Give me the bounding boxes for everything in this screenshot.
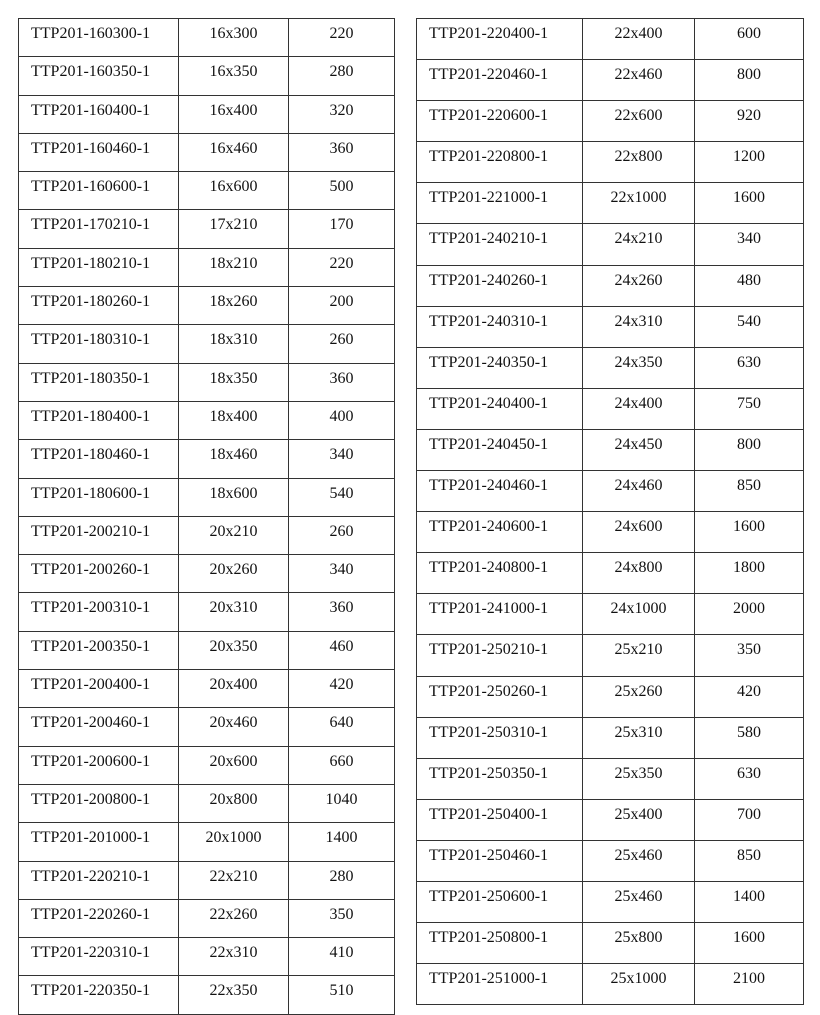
size-cell: 17x210 xyxy=(179,210,289,248)
size-cell: 20x800 xyxy=(179,784,289,822)
table-row xyxy=(417,347,804,388)
value-cell: 340 xyxy=(289,555,395,593)
table-row xyxy=(19,325,395,363)
value-cell: 920 xyxy=(695,101,804,142)
part-code-cell: TTP201-221000-1 xyxy=(417,183,583,224)
value-cell: 580 xyxy=(695,717,804,758)
spec-table-left xyxy=(18,18,395,1015)
value-cell: 500 xyxy=(289,172,395,210)
size-cell: 25x260 xyxy=(583,676,695,717)
table-row xyxy=(19,938,395,976)
part-code-cell: TTP201-180260-1 xyxy=(19,287,179,325)
value-cell: 200 xyxy=(289,287,395,325)
value-cell: 350 xyxy=(695,635,804,676)
part-code-cell: TTP201-250210-1 xyxy=(417,635,583,676)
part-code-cell: TTP201-250800-1 xyxy=(417,923,583,964)
table-row xyxy=(19,287,395,325)
size-cell: 24x210 xyxy=(583,224,695,265)
table-row xyxy=(19,861,395,899)
value-cell: 1800 xyxy=(695,553,804,594)
table-row xyxy=(19,516,395,554)
value-cell: 1400 xyxy=(695,881,804,922)
value-cell: 170 xyxy=(289,210,395,248)
table-row xyxy=(417,553,804,594)
part-code-cell: TTP201-250350-1 xyxy=(417,758,583,799)
part-code-cell: TTP201-250310-1 xyxy=(417,717,583,758)
part-code-cell: TTP201-160350-1 xyxy=(19,57,179,95)
table-row xyxy=(19,555,395,593)
size-cell: 22x310 xyxy=(179,938,289,976)
table-row xyxy=(19,248,395,286)
table-row xyxy=(19,19,395,57)
value-cell: 320 xyxy=(289,95,395,133)
part-code-cell: TTP201-250600-1 xyxy=(417,881,583,922)
size-cell: 18x350 xyxy=(179,363,289,401)
size-cell: 25x800 xyxy=(583,923,695,964)
value-cell: 410 xyxy=(289,938,395,976)
table-row xyxy=(417,512,804,553)
part-code-cell: TTP201-200260-1 xyxy=(19,555,179,593)
value-cell: 1200 xyxy=(695,142,804,183)
size-cell: 16x600 xyxy=(179,172,289,210)
table-row xyxy=(417,594,804,635)
size-cell: 22x800 xyxy=(583,142,695,183)
table-row xyxy=(417,429,804,470)
table-row xyxy=(19,363,395,401)
value-cell: 280 xyxy=(289,57,395,95)
table-row xyxy=(19,57,395,95)
size-cell: 20x460 xyxy=(179,708,289,746)
size-cell: 25x460 xyxy=(583,840,695,881)
size-cell: 18x310 xyxy=(179,325,289,363)
table-row xyxy=(417,19,804,60)
value-cell: 630 xyxy=(695,347,804,388)
size-cell: 24x310 xyxy=(583,306,695,347)
part-code-cell: TTP201-201000-1 xyxy=(19,823,179,861)
table-row xyxy=(417,101,804,142)
table-row xyxy=(417,881,804,922)
value-cell: 460 xyxy=(289,631,395,669)
value-cell: 280 xyxy=(289,861,395,899)
size-cell: 24x1000 xyxy=(583,594,695,635)
part-code-cell: TTP201-240210-1 xyxy=(417,224,583,265)
size-cell: 25x460 xyxy=(583,881,695,922)
spec-table-right xyxy=(416,18,804,1005)
part-code-cell: TTP201-240460-1 xyxy=(417,471,583,512)
table-row xyxy=(19,133,395,171)
table-row xyxy=(417,676,804,717)
size-cell: 18x400 xyxy=(179,401,289,439)
value-cell: 360 xyxy=(289,593,395,631)
part-code-cell: TTP201-240260-1 xyxy=(417,265,583,306)
size-cell: 18x210 xyxy=(179,248,289,286)
table-row xyxy=(417,60,804,101)
table-row xyxy=(417,758,804,799)
size-cell: 24x450 xyxy=(583,429,695,470)
part-code-cell: TTP201-220800-1 xyxy=(417,142,583,183)
size-cell: 22x400 xyxy=(583,19,695,60)
size-cell: 24x460 xyxy=(583,471,695,512)
part-code-cell: TTP201-170210-1 xyxy=(19,210,179,248)
size-cell: 18x600 xyxy=(179,478,289,516)
part-code-cell: TTP201-220210-1 xyxy=(19,861,179,899)
value-cell: 660 xyxy=(289,746,395,784)
value-cell: 600 xyxy=(695,19,804,60)
value-cell: 1400 xyxy=(289,823,395,861)
part-code-cell: TTP201-220460-1 xyxy=(417,60,583,101)
part-code-cell: TTP201-200600-1 xyxy=(19,746,179,784)
table-row xyxy=(19,210,395,248)
part-code-cell: TTP201-180210-1 xyxy=(19,248,179,286)
table-row xyxy=(417,471,804,512)
part-code-cell: TTP201-240800-1 xyxy=(417,553,583,594)
value-cell: 540 xyxy=(695,306,804,347)
part-code-cell: TTP201-200350-1 xyxy=(19,631,179,669)
size-cell: 20x600 xyxy=(179,746,289,784)
value-cell: 850 xyxy=(695,840,804,881)
table-row xyxy=(417,964,804,1005)
table-row xyxy=(417,923,804,964)
table-row xyxy=(417,306,804,347)
table-row xyxy=(19,670,395,708)
size-cell: 25x310 xyxy=(583,717,695,758)
table-row xyxy=(19,172,395,210)
value-cell: 1600 xyxy=(695,512,804,553)
size-cell: 24x260 xyxy=(583,265,695,306)
size-cell: 24x350 xyxy=(583,347,695,388)
part-code-cell: TTP201-240600-1 xyxy=(417,512,583,553)
value-cell: 700 xyxy=(695,799,804,840)
size-cell: 20x350 xyxy=(179,631,289,669)
value-cell: 400 xyxy=(289,401,395,439)
part-code-cell: TTP201-200460-1 xyxy=(19,708,179,746)
part-code-cell: TTP201-220350-1 xyxy=(19,976,179,1014)
part-code-cell: TTP201-200800-1 xyxy=(19,784,179,822)
table-row xyxy=(19,401,395,439)
value-cell: 260 xyxy=(289,516,395,554)
table-row xyxy=(417,799,804,840)
part-code-cell: TTP201-240350-1 xyxy=(417,347,583,388)
value-cell: 630 xyxy=(695,758,804,799)
size-cell: 22x350 xyxy=(179,976,289,1014)
table-row xyxy=(417,635,804,676)
part-code-cell: TTP201-250460-1 xyxy=(417,840,583,881)
part-code-cell: TTP201-160460-1 xyxy=(19,133,179,171)
size-cell: 24x600 xyxy=(583,512,695,553)
size-cell: 22x260 xyxy=(179,899,289,937)
table-row xyxy=(19,478,395,516)
value-cell: 420 xyxy=(289,670,395,708)
part-code-cell: TTP201-160300-1 xyxy=(19,19,179,57)
value-cell: 2000 xyxy=(695,594,804,635)
table-row xyxy=(19,631,395,669)
size-cell: 16x460 xyxy=(179,133,289,171)
size-cell: 25x400 xyxy=(583,799,695,840)
table-row xyxy=(19,440,395,478)
part-code-cell: TTP201-200310-1 xyxy=(19,593,179,631)
value-cell: 510 xyxy=(289,976,395,1014)
size-cell: 20x310 xyxy=(179,593,289,631)
value-cell: 360 xyxy=(289,363,395,401)
part-code-cell: TTP201-220600-1 xyxy=(417,101,583,142)
part-code-cell: TTP201-200210-1 xyxy=(19,516,179,554)
part-code-cell: TTP201-200400-1 xyxy=(19,670,179,708)
size-cell: 24x400 xyxy=(583,388,695,429)
size-cell: 25x350 xyxy=(583,758,695,799)
value-cell: 220 xyxy=(289,248,395,286)
table-row xyxy=(417,717,804,758)
part-code-cell: TTP201-251000-1 xyxy=(417,964,583,1005)
part-code-cell: TTP201-180460-1 xyxy=(19,440,179,478)
part-code-cell: TTP201-180600-1 xyxy=(19,478,179,516)
table-row xyxy=(19,784,395,822)
value-cell: 800 xyxy=(695,429,804,470)
part-code-cell: TTP201-241000-1 xyxy=(417,594,583,635)
value-cell: 220 xyxy=(289,19,395,57)
value-cell: 480 xyxy=(695,265,804,306)
part-code-cell: TTP201-220260-1 xyxy=(19,899,179,937)
value-cell: 350 xyxy=(289,899,395,937)
size-cell: 24x800 xyxy=(583,553,695,594)
size-cell: 16x350 xyxy=(179,57,289,95)
size-cell: 20x260 xyxy=(179,555,289,593)
value-cell: 1600 xyxy=(695,183,804,224)
value-cell: 2100 xyxy=(695,964,804,1005)
part-code-cell: TTP201-240400-1 xyxy=(417,388,583,429)
table-row xyxy=(417,265,804,306)
table-row xyxy=(417,142,804,183)
size-cell: 22x1000 xyxy=(583,183,695,224)
spec-table-right-body xyxy=(417,19,804,1005)
table-row xyxy=(19,95,395,133)
size-cell: 20x1000 xyxy=(179,823,289,861)
table-row xyxy=(19,746,395,784)
size-cell: 25x210 xyxy=(583,635,695,676)
size-cell: 22x210 xyxy=(179,861,289,899)
table-row xyxy=(417,183,804,224)
value-cell: 850 xyxy=(695,471,804,512)
size-cell: 16x400 xyxy=(179,95,289,133)
part-code-cell: TTP201-180310-1 xyxy=(19,325,179,363)
part-code-cell: TTP201-240450-1 xyxy=(417,429,583,470)
part-code-cell: TTP201-160400-1 xyxy=(19,95,179,133)
value-cell: 640 xyxy=(289,708,395,746)
part-code-cell: TTP201-160600-1 xyxy=(19,172,179,210)
part-code-cell: TTP201-220400-1 xyxy=(417,19,583,60)
part-code-cell: TTP201-180400-1 xyxy=(19,401,179,439)
table-row xyxy=(19,708,395,746)
size-cell: 25x1000 xyxy=(583,964,695,1005)
table-row xyxy=(19,976,395,1014)
value-cell: 360 xyxy=(289,133,395,171)
value-cell: 420 xyxy=(695,676,804,717)
size-cell: 16x300 xyxy=(179,19,289,57)
part-code-cell: TTP201-250400-1 xyxy=(417,799,583,840)
size-cell: 20x400 xyxy=(179,670,289,708)
size-cell: 18x260 xyxy=(179,287,289,325)
size-cell: 22x460 xyxy=(583,60,695,101)
value-cell: 1040 xyxy=(289,784,395,822)
table-row xyxy=(19,899,395,937)
value-cell: 340 xyxy=(695,224,804,265)
value-cell: 800 xyxy=(695,60,804,101)
table-row xyxy=(417,224,804,265)
part-code-cell: TTP201-240310-1 xyxy=(417,306,583,347)
value-cell: 260 xyxy=(289,325,395,363)
table-row xyxy=(19,823,395,861)
value-cell: 540 xyxy=(289,478,395,516)
spec-table-left-body xyxy=(19,19,395,1015)
part-code-cell: TTP201-180350-1 xyxy=(19,363,179,401)
table-row xyxy=(417,840,804,881)
part-code-cell: TTP201-220310-1 xyxy=(19,938,179,976)
value-cell: 340 xyxy=(289,440,395,478)
table-row xyxy=(417,388,804,429)
value-cell: 750 xyxy=(695,388,804,429)
size-cell: 18x460 xyxy=(179,440,289,478)
size-cell: 20x210 xyxy=(179,516,289,554)
size-cell: 22x600 xyxy=(583,101,695,142)
table-row xyxy=(19,593,395,631)
part-code-cell: TTP201-250260-1 xyxy=(417,676,583,717)
value-cell: 1600 xyxy=(695,923,804,964)
